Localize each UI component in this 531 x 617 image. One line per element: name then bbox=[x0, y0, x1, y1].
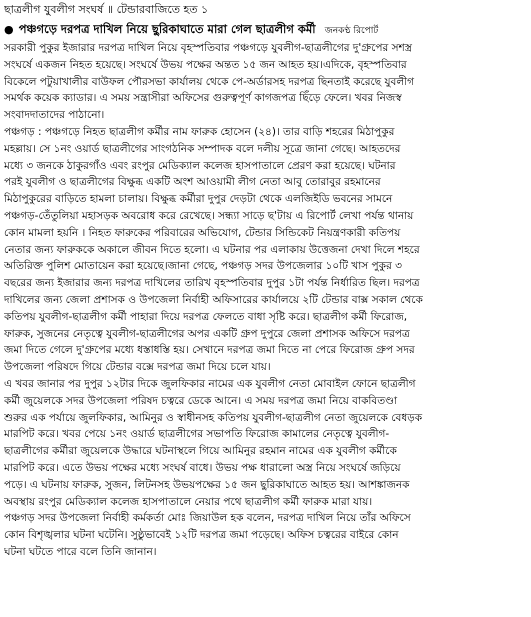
article-line: কোন বিশৃঙ্খলার ঘটনা ঘটেনি। সুষ্ঠুভাবেই ১২টি দরপত্র জমা পড়েছে। অফিস চত্বরের বাইরে কোন bbox=[4, 529, 399, 542]
article-line: অতিরিক্ত পুলিশ মোতায়েন করা হয়েছে।জানা গেছে, পঞ্চগড় সদর উপজেলার ১০টি খাস পুকুর ৩ bbox=[4, 260, 402, 273]
article-line: মহল্লায়। সে ১নং ওয়ার্ড ছাত্রলীগের সাংগঠনিক সম্পাদক বলে দলীয় সূত্রে জানা গেছে। আহতদের bbox=[4, 142, 401, 155]
bullet-icon: ● bbox=[4, 23, 14, 36]
article-line: পরই যুবলীগ ও ছাত্রলীগের বিক্ষুব্ধ একটি অংশ আওয়ামী লীগ নেতা আবু তোরাবুর রহমানের bbox=[4, 176, 381, 189]
article-line: মারপিট করে। এতে উভয় পক্ষের মধ্যে সংঘর্ষ বাধে। উভয় পক্ষ ধারালো অস্ত্র নিয়ে সংঘর্ষে জড়িয়ে bbox=[4, 461, 401, 474]
article-line: মধ্যে ৩ জনকে ঠাকুরগাঁও এবং রংপুর মেডিক্যাল কলেজ হাসপাতালে প্রেরণ করা হয়েছে। ঘটনার bbox=[4, 159, 396, 172]
article-line: দাখিলের জন্য জেলা প্রশাসক ও উপজেলা নির্বাহী অফিসারের কার্যালয়ে ২টি টেন্ডার বাক্স সকাল থেকে bbox=[4, 293, 423, 306]
headline-title: পঞ্চগড়ে দরপত্র দাখিল নিয়ে ছুরিকাঘাতে মারা গেল ছাত্রলীগ কর্মী bbox=[18, 22, 316, 36]
article-line: পঞ্চগড় সদর উপজেলা নির্বাহী কর্মকর্তা মোঃ জিয়াউল হক বলেন, দরপত্র দাখিল নিয়ে তাঁর অফিসে bbox=[4, 512, 411, 525]
article-line: কোন মামলা হয়নি । নিহত ফারুকের পরিবারের অভিযোগ, টেন্ডার সিন্ডিকেট নিয়ন্ত্রণকারী কতিপয় bbox=[4, 226, 401, 239]
article-line: অবস্থায় রংপুর মেডিক্যাল কলেজ হাসপাতালে নেয়ার পথে ছাত্রলীগ কর্মী ফারুক মারা যায়। bbox=[4, 495, 373, 508]
article-line: পঞ্চগড় : পঞ্চগড়ে নিহত ছাত্রলীগ কর্মীর নাম ফারুক হোসেন (২৪)। তার বাড়ি শহরের মিঠাপুকুর bbox=[4, 125, 395, 138]
article-line: নেতার জন্য ফারুককে অকালে জীবন দিতে হলো। এ ঘটনার পর এলাকায় উত্তেজনা দেখা দিলে শহরে bbox=[4, 243, 420, 256]
article-paragraph bbox=[4, 124, 527, 376]
article-line: সংবাদদাতাদের পাঠানো। bbox=[4, 109, 105, 122]
article-line: শুরুর এক পর্যায়ে জুলফিকার, আমিনুর ও স্বাধীনসহ কতিপয় যুবলীগ-ছাত্রলীগ নেতা জুয়েলকে বেধড়ক bbox=[4, 411, 423, 424]
article-line: ঘটনা ঘটতে পারে বলে তিনি জানান। bbox=[4, 545, 157, 558]
article-paragraph bbox=[4, 376, 527, 561]
article-line: মারপিট করে। খবর পেয়ে ১নং ওয়ার্ড ছাত্রলীগের সভাপতি ফিরোজ কামালের নেতৃত্বে যুবলীগ- bbox=[4, 428, 390, 441]
article-line: ছাত্রলীগের কর্মীরা জুয়েলকে উদ্ধারে ঘটনাস্থলে গিয়ে আমিনুর রহমান নামের এক যুবলীগ কর্মীকে bbox=[4, 445, 397, 458]
article-line: কর্মী জুয়েলকে সদর উপজেলা পরিষদ চত্বরে ডেকে আনে। এ সময় দরপত্র জমা নিয়ে বাকবিতণ্ডা bbox=[4, 394, 398, 407]
article-line: সরকারী পুকুর ইজারার দরপত্র দাখিল নিয়ে বৃহস্পতিবার পঞ্চগড়ে যুবলীগ-ছাত্রলীগের দু'গ্রুপের সশস্ত্র bbox=[4, 42, 412, 54]
article-body bbox=[4, 40, 527, 561]
article-line: পড়ে। এ ঘটনায় ফারুক, সুজন, লিটনসহ উভয়পক্ষের ১৫ জন ছুরিকাঘাতে আহত হয়। আশঙ্কাজনক bbox=[4, 478, 410, 491]
article-line: মিঠাপুকুরের বাড়িতে হামলা চালায়। বিক্ষুব্ধ কর্মীরা দুপুর দেড়টা থেকে এলজিইডি ভবনের সামনে bbox=[4, 193, 393, 206]
byline: জনকণ্ঠ রিপোর্ট bbox=[324, 26, 379, 36]
article-line: সমর্থক কয়েক ক্যাডার। এ সময় সন্ত্রাসীরা অফিসের গুরুত্বপূর্ণ কাগজপত্র ছিঁড়ে ফেলে। খবর নিজস্ব bbox=[4, 92, 402, 105]
article-line: সংঘর্ষে একজন নিহত হয়েছে। সংঘর্ষে উভয় পক্ষের অন্তত ১৫ জন আহত হয়।এদিকে, বৃহস্পতিবার bbox=[4, 58, 407, 71]
article-line: উপজেলা পরিষদে গিয়ে টেন্ডার বক্সে দরপত্র জমা দিয়ে চলে যায়। bbox=[4, 361, 271, 374]
article-line: ফারুক, সুজনের নেতৃত্বে যুবলীগ-ছাত্রলীগের অপর একটি গ্রুপ দুপুরে জেলা প্রশাসক অফিসে দরপত্র bbox=[4, 327, 410, 340]
article-line: জমা দিতে গেলে দু'গ্রুপের মধ্যে ধস্তাধস্তি হয়। সেখানে দরপত্র জমা দিতে না পেরে ফিরোজ গ্রুপ সদর bbox=[4, 344, 415, 357]
article-line: পঞ্চগড়-তেঁতুলিয়া মহাসড়ক অবরোধ করে রেখেছে। সন্ধ্যা সাড়ে ছ'টায় এ রিপোর্ট লেখা পর্যন্ত থানায় bbox=[4, 209, 414, 222]
article-line: কতিপয় যুবলীগ-ছাত্রলীগ কর্মী পাহারা দিয়ে দরপত্র ফেলতে বাধা সৃষ্টি করে। ছাত্রলীগ কর্মী ফিরোজ, bbox=[4, 310, 408, 323]
article-line: বছরের জন্য ইজারার জন্য দরপত্র দাখিলের তারিখ বৃহস্পতিবার দুপুর ১টা পর্যন্ত নির্ধারিত ছিল। দরপত্র bbox=[4, 277, 420, 290]
article-line: বিকেলে পটুয়াখালীর বাউফল পৌরসভা কার্যালয় থেকে পে-অর্ডারসহ দরপত্র ছিনতাই করেছে যুবলীগ bbox=[4, 75, 415, 88]
article-paragraph bbox=[4, 40, 527, 124]
section-heading: ছাত্রলীগ যুবলীগ সংঘর্ষ ॥ টেন্ডারবাজিতে হত ১ bbox=[4, 3, 209, 16]
headline bbox=[4, 20, 527, 39]
article-line: এ খবর জানার পর দুপুর ১২টার দিকে জুলফিকার নামের এক যুবলীগ নেতা মোবাইল ফোনে ছাত্রলীগ bbox=[4, 377, 416, 390]
